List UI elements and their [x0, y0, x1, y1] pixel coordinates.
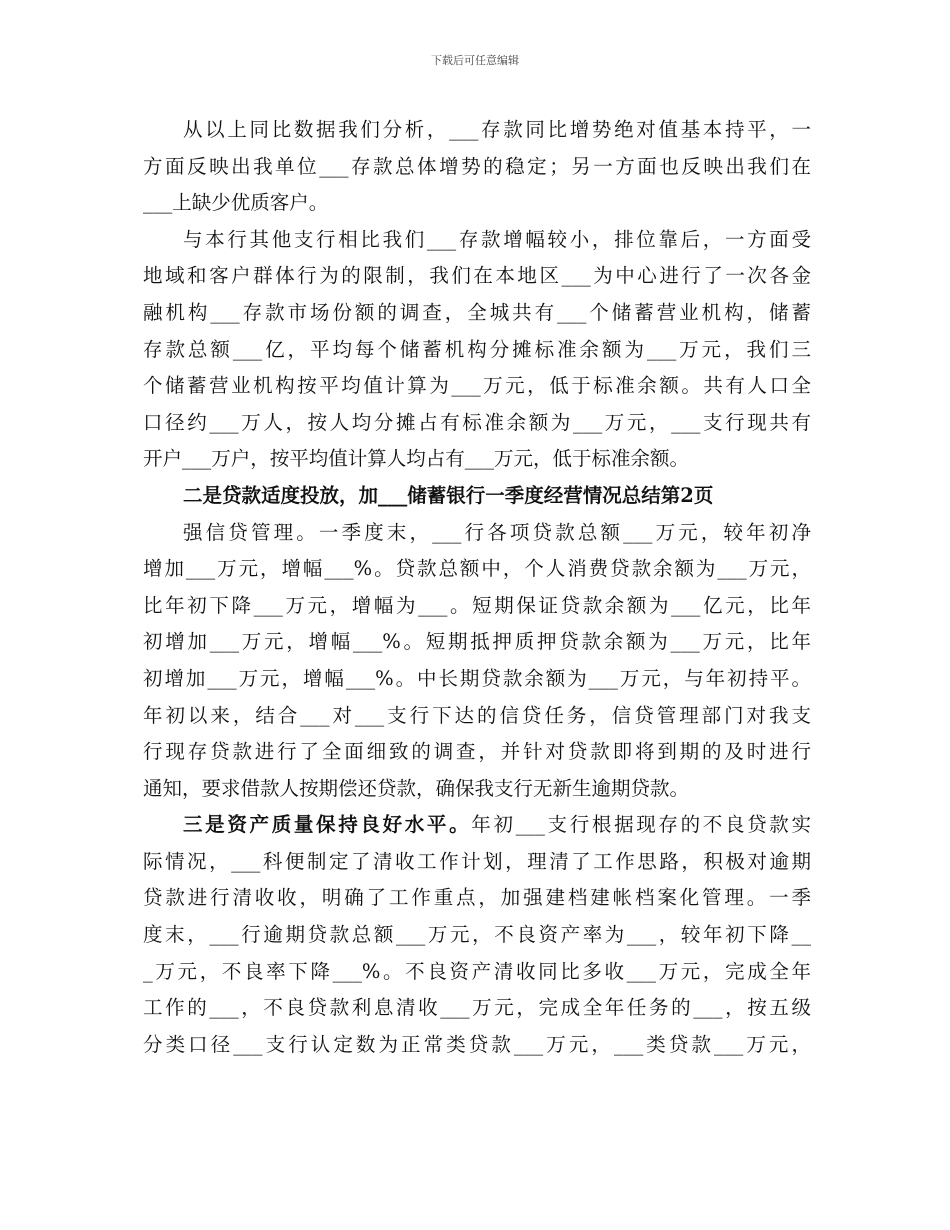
text-line: _万元，不良率下降___%。不良资产清收同比多收___万元，完成全年 [143, 959, 811, 983]
section-heading-loans: 二是贷款适度投放，加___储蓄银行一季度经营情况总结第2页 [183, 483, 714, 507]
text-line: 初增加___万元，增幅___%。短期抵押质押贷款余额为___万元，比年 [143, 630, 811, 654]
text-line: 强信贷管理。一季度末，___行各项贷款总额___万元，较年初净 [183, 520, 811, 544]
document-body [143, 112, 811, 1063]
paragraph-asset-quality [143, 807, 811, 1063]
text-line: 存款总额___亿，平均每个储蓄机构分摊标准余额为___万元，我们三 [143, 337, 811, 361]
text-line: 开户___万户，按平均值计算人均占有___万元，低于标准余额。 [143, 447, 690, 471]
text-line: 年初以来，结合___对___支行下达的信贷任务，信贷管理部门对我支 [143, 703, 811, 727]
text-line: 方面反映出我单位___存款总体增势的稳定；另一方面也反映出我们在 [143, 154, 811, 178]
text-line: 度末，___行逾期贷款总额___万元，不良资产率为___，较年初下降__ [143, 923, 811, 947]
text-line: 工作的___，不良贷款利息清收___万元，完成全年任务的___，按五级 [143, 996, 811, 1020]
text-line-with-heading [143, 807, 811, 844]
text-line: 通知，要求借款人按期偿还贷款，确保我支行无新生逾期贷款。 [143, 776, 690, 800]
text-line: 贷款进行清收收，明确了工作重点，加强建档建帐档案化管理。一季 [143, 886, 811, 910]
section-heading-asset-quality: 三是资产质量保持良好水平。 [183, 813, 472, 837]
paragraph-loan-management [143, 478, 811, 807]
page-header: 下载后可任意编辑 [431, 54, 519, 67]
text-line: 地域和客户群体行为的限制，我们在本地区___为中心进行了一次各金 [143, 264, 811, 288]
text-line: 从以上同比数据我们分析，___存款同比增势绝对值基本持平，一 [183, 118, 811, 141]
text-line: 融机构___存款市场份额的调查，全城共有___个储蓄营业机构，储蓄 [143, 300, 811, 324]
paragraph-deposit-analysis [143, 112, 811, 222]
paragraph-branch-comparison [143, 222, 811, 478]
text-line: 比年初下降___万元，增幅为___。短期保证贷款余额为___亿元，比年 [143, 593, 811, 617]
text-line: 口径约___万人，按人均分摊占有标准余额为___万元，___支行现共有 [143, 410, 811, 434]
text-line: 初增加___万元，增幅___%。中长期贷款余额为___万元，与年初持平。 [143, 666, 811, 690]
text-line: 增加___万元，增幅___%。贷款总额中，个人消费贷款余额为___万元， [143, 557, 811, 581]
text-line: 个储蓄营业机构按平均值计算为___万元，低于标准余额。共有人口全 [143, 374, 811, 398]
text-line: 际情况，___科便制定了清收工作计划，理清了工作思路，积极对逾期 [143, 849, 811, 873]
text-line: 行现存贷款进行了全面细致的调查，并针对贷款即将到期的及时进行 [143, 740, 811, 764]
text-line: 分类口径___支行认定数为正常类贷款___万元，___类贷款___万元， [143, 1032, 811, 1056]
text-line: ___上缺少优质客户。 [143, 191, 329, 215]
text-line-rest: 年初___支行根据现存的不良贷款实 [471, 813, 811, 837]
text-line: 与本行其他支行相比我们___存款增幅较小，排位靠后，一方面受 [183, 227, 811, 251]
